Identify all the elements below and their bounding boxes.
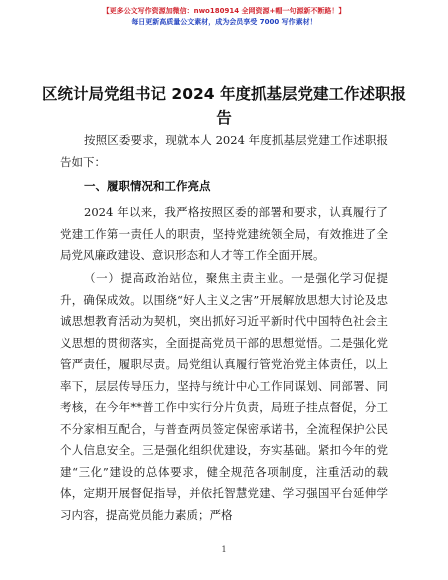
promo-banner: [62, 6, 386, 28]
banner-line-2: 每日更新高质量公文素材，成为会员享受 7000 写作素材！: [131, 18, 317, 26]
body-paragraph-1: 2024 年以来，我严格按照区委的部署和要求，认真履行了党建工作第一责任人的职责，坚持党建统领全局，有效推进了全局党风廉政建设、意识形态和人才等工作全面开展。: [60, 205, 388, 262]
document-title: 区统计局党组书记 2024 年度抓基层党建工作述职报告: [42, 85, 406, 127]
body-paragraph-2: （一）提高政治站位，聚焦主责主业。一是强化学习促提升，确保成效。以围绕“好人主义之害”开展解放思想大讨论及忠诚思想教育活动为契机，突出抓好习近平新时代中国特色社会主义思想的贯彻落实，全面提高党员干部的思想觉悟。二是强化党管严责任，履职尽责。局党组认真履行管党治党主体责任，以上率下，层层传导压力，坚持与统计中心工作同谋划、同部署、同考核，在今年**普工作中实行分片负责，局班子挂点督促，分工不分家相互配合，与普查两员签定保密承诺书，全流程保护公民个人信息安全。三是强化组织优建设，夯实基础。紧扣今年的党建“三化”建设的总体要求，健全规范各项制度，注重活动的载体，定期开展督促指导，并依托智慧党建、学习强国平台延伸学习内容，提高党员能力素质；严格: [60, 271, 388, 522]
intro-paragraph: 按照区委要求，现就本人 2024 年度抓基层党建工作述职报告如下：: [60, 133, 388, 169]
banner-line-1: 【更多公文写作资源加微信：nwo180914 全网资源+帽一句源新不断路！】: [102, 7, 346, 15]
section-heading: 一、履职情况和工作亮点: [84, 179, 211, 193]
page-number: 1: [221, 545, 227, 554]
